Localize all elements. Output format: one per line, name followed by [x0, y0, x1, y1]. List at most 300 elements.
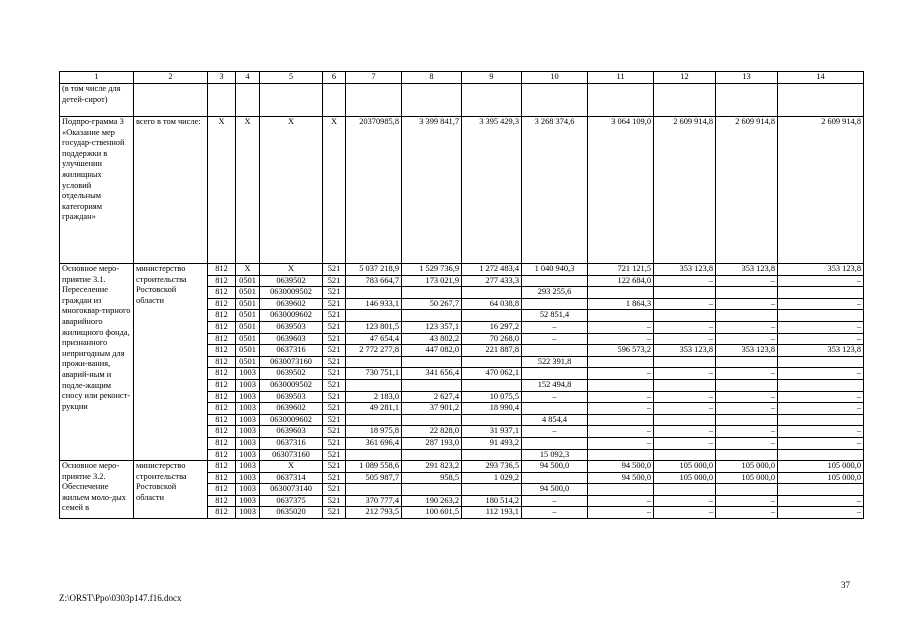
value-cell: [462, 379, 522, 391]
value-cell: 353 123,8: [778, 264, 864, 276]
value-cell: 2 772 277,8: [346, 345, 402, 357]
value-cell: [522, 298, 588, 310]
value-cell: [522, 472, 588, 484]
value-cell: Х: [323, 117, 346, 264]
value-cell: [346, 379, 402, 391]
value-cell: [716, 310, 778, 322]
value-cell: –: [778, 403, 864, 415]
value-cell: 3 268 374,6: [522, 117, 588, 264]
value-cell: 3 395 429,3: [462, 117, 522, 264]
value-cell: 1003: [236, 368, 260, 380]
value-cell: [208, 84, 236, 117]
value-cell: 0501: [236, 345, 260, 357]
value-cell: 0637314: [260, 472, 323, 484]
value-cell: 0501: [236, 356, 260, 368]
value-cell: –: [778, 333, 864, 345]
value-cell: 70 268,0: [462, 333, 522, 345]
value-cell: 521: [323, 391, 346, 403]
value-cell: 277 433,3: [462, 275, 522, 287]
value-cell: 596 573,2: [588, 345, 654, 357]
value-cell: –: [522, 426, 588, 438]
value-cell: 0637316: [260, 345, 323, 357]
value-cell: –: [716, 495, 778, 507]
value-cell: [346, 484, 402, 496]
value-cell: 1003: [236, 449, 260, 461]
value-cell: 0639602: [260, 298, 323, 310]
value-cell: 146 933,1: [346, 298, 402, 310]
value-cell: [588, 484, 654, 496]
value-cell: 812: [208, 356, 236, 368]
value-cell: [716, 484, 778, 496]
value-cell: 0637316: [260, 437, 323, 449]
value-cell: [654, 414, 716, 426]
value-cell: 18 975,8: [346, 426, 402, 438]
value-cell: Х: [260, 117, 323, 264]
value-cell: 370 777,4: [346, 495, 402, 507]
value-cell: 0639503: [260, 321, 323, 333]
value-cell: 180 514,2: [462, 495, 522, 507]
value-cell: 0630009602: [260, 310, 323, 322]
value-cell: 190 263,2: [402, 495, 462, 507]
value-cell: 447 082,0: [402, 345, 462, 357]
value-cell: [402, 84, 462, 117]
table-row: [60, 461, 864, 473]
value-cell: 812: [208, 426, 236, 438]
value-cell: 521: [323, 403, 346, 415]
column-number: 11: [588, 72, 654, 84]
value-cell: –: [716, 275, 778, 287]
value-cell: 91 493,2: [462, 437, 522, 449]
value-cell: [462, 449, 522, 461]
value-cell: –: [654, 391, 716, 403]
value-cell: –: [588, 437, 654, 449]
value-cell: –: [716, 321, 778, 333]
column-number: 2: [134, 72, 208, 84]
value-cell: [716, 84, 778, 117]
column-number: 1: [60, 72, 134, 84]
value-cell: –: [778, 275, 864, 287]
value-cell: 0501: [236, 298, 260, 310]
value-cell: [462, 414, 522, 426]
value-cell: –: [654, 298, 716, 310]
value-cell: 94 500,0: [588, 461, 654, 473]
value-cell: [588, 414, 654, 426]
value-cell: [778, 414, 864, 426]
value-cell: [778, 84, 864, 117]
value-cell: –: [778, 368, 864, 380]
value-cell: 812: [208, 391, 236, 403]
value-cell: Х: [236, 117, 260, 264]
value-cell: 812: [208, 321, 236, 333]
value-cell: 49 281,1: [346, 403, 402, 415]
column-number: 14: [778, 72, 864, 84]
value-cell: 470 062,1: [462, 368, 522, 380]
value-cell: 521: [323, 333, 346, 345]
value-cell: –: [654, 426, 716, 438]
value-cell: 521: [323, 449, 346, 461]
program-name-cell: (в том числе для детей-сирот): [60, 84, 134, 117]
value-cell: 1003: [236, 414, 260, 426]
value-cell: –: [716, 403, 778, 415]
value-cell: [402, 379, 462, 391]
value-cell: [654, 449, 716, 461]
value-cell: 521: [323, 321, 346, 333]
value-cell: 521: [323, 287, 346, 299]
value-cell: 812: [208, 437, 236, 449]
value-cell: 812: [208, 345, 236, 357]
value-cell: 0639603: [260, 426, 323, 438]
column-number: 6: [323, 72, 346, 84]
value-cell: [778, 449, 864, 461]
value-cell: 1003: [236, 426, 260, 438]
value-cell: [588, 449, 654, 461]
value-cell: 0630009502: [260, 379, 323, 391]
value-cell: –: [522, 333, 588, 345]
value-cell: [778, 484, 864, 496]
value-cell: 0630009502: [260, 287, 323, 299]
value-cell: –: [778, 391, 864, 403]
value-cell: –: [716, 391, 778, 403]
value-cell: 122 684,0: [588, 275, 654, 287]
value-cell: 0639503: [260, 391, 323, 403]
value-cell: 287 193,0: [402, 437, 462, 449]
value-cell: 94 500,0: [588, 472, 654, 484]
column-number: 8: [402, 72, 462, 84]
value-cell: 4 854,4: [522, 414, 588, 426]
value-cell: [522, 437, 588, 449]
value-cell: [588, 84, 654, 117]
value-cell: 1003: [236, 379, 260, 391]
value-cell: –: [716, 437, 778, 449]
value-cell: [654, 356, 716, 368]
value-cell: 812: [208, 414, 236, 426]
value-cell: 521: [323, 368, 346, 380]
value-cell: 1 029,2: [462, 472, 522, 484]
value-cell: [346, 287, 402, 299]
value-cell: 105 000,0: [716, 472, 778, 484]
value-cell: [654, 310, 716, 322]
value-cell: 22 828,0: [402, 426, 462, 438]
value-cell: 721 121,5: [588, 264, 654, 276]
executor-cell: министерство строительства Ростовской области: [134, 461, 208, 519]
value-cell: 521: [323, 495, 346, 507]
value-cell: 3 399 841,7: [402, 117, 462, 264]
value-cell: –: [778, 426, 864, 438]
value-cell: –: [654, 333, 716, 345]
value-cell: [402, 287, 462, 299]
value-cell: 0501: [236, 333, 260, 345]
value-cell: 10 075,5: [462, 391, 522, 403]
value-cell: 812: [208, 333, 236, 345]
value-cell: 1 864,3: [588, 298, 654, 310]
value-cell: [778, 287, 864, 299]
value-cell: [522, 403, 588, 415]
value-cell: 812: [208, 275, 236, 287]
value-cell: 505 987,7: [346, 472, 402, 484]
value-cell: –: [588, 507, 654, 519]
page-number: 37: [841, 580, 850, 590]
value-cell: 31 937,1: [462, 426, 522, 438]
value-cell: –: [778, 321, 864, 333]
value-cell: –: [778, 298, 864, 310]
value-cell: 16 297,2: [462, 321, 522, 333]
value-cell: [654, 287, 716, 299]
value-cell: 0637375: [260, 495, 323, 507]
value-cell: –: [588, 368, 654, 380]
value-cell: Х: [260, 461, 323, 473]
value-cell: –: [716, 298, 778, 310]
value-cell: 0630009602: [260, 414, 323, 426]
value-cell: 20370985,8: [346, 117, 402, 264]
value-cell: 521: [323, 310, 346, 322]
value-cell: 0635020: [260, 507, 323, 519]
value-cell: 353 123,8: [716, 264, 778, 276]
value-cell: [654, 379, 716, 391]
value-cell: 94 500,0: [522, 461, 588, 473]
value-cell: 221 887,8: [462, 345, 522, 357]
value-cell: –: [716, 507, 778, 519]
value-cell: –: [654, 321, 716, 333]
value-cell: [346, 449, 402, 461]
value-cell: 353 123,8: [716, 345, 778, 357]
value-cell: 2 627,4: [402, 391, 462, 403]
value-cell: 3 064 109,0: [588, 117, 654, 264]
value-cell: [462, 84, 522, 117]
value-cell: 812: [208, 287, 236, 299]
value-cell: 173 021,9: [402, 275, 462, 287]
executor-cell: [134, 84, 208, 117]
value-cell: –: [588, 321, 654, 333]
value-cell: 521: [323, 414, 346, 426]
value-cell: 0639502: [260, 368, 323, 380]
value-cell: –: [522, 495, 588, 507]
value-cell: 2 609 914,8: [654, 117, 716, 264]
value-cell: [716, 379, 778, 391]
value-cell: [522, 84, 588, 117]
value-cell: [716, 287, 778, 299]
value-cell: 105 000,0: [716, 461, 778, 473]
value-cell: [522, 275, 588, 287]
value-cell: [402, 414, 462, 426]
column-number: 10: [522, 72, 588, 84]
value-cell: 812: [208, 495, 236, 507]
value-cell: –: [588, 495, 654, 507]
value-cell: [402, 356, 462, 368]
value-cell: 521: [323, 356, 346, 368]
value-cell: 0501: [236, 287, 260, 299]
value-cell: 123 801,5: [346, 321, 402, 333]
value-cell: 1003: [236, 495, 260, 507]
value-cell: 812: [208, 379, 236, 391]
value-cell: 0630073140: [260, 484, 323, 496]
value-cell: [522, 345, 588, 357]
value-cell: 0501: [236, 310, 260, 322]
column-number: 7: [346, 72, 402, 84]
value-cell: [346, 84, 402, 117]
value-cell: 521: [323, 461, 346, 473]
value-cell: [778, 356, 864, 368]
value-cell: 123 357,1: [402, 321, 462, 333]
value-cell: 812: [208, 310, 236, 322]
value-cell: 64 038,8: [462, 298, 522, 310]
value-cell: [323, 84, 346, 117]
value-cell: [402, 484, 462, 496]
value-cell: –: [522, 321, 588, 333]
value-cell: [462, 310, 522, 322]
value-cell: –: [716, 333, 778, 345]
value-cell: 812: [208, 449, 236, 461]
column-number: 13: [716, 72, 778, 84]
value-cell: [588, 379, 654, 391]
value-cell: 1 040 940,3: [522, 264, 588, 276]
value-cell: [346, 356, 402, 368]
value-cell: 293 736,5: [462, 461, 522, 473]
value-cell: [588, 310, 654, 322]
value-cell: 15 092,3: [522, 449, 588, 461]
value-cell: 0639603: [260, 333, 323, 345]
value-cell: 52 851,4: [522, 310, 588, 322]
value-cell: 1003: [236, 472, 260, 484]
value-cell: 521: [323, 345, 346, 357]
value-cell: 353 123,8: [654, 264, 716, 276]
executor-cell: министерство строительства Ростовской области: [134, 264, 208, 461]
value-cell: [588, 287, 654, 299]
value-cell: 2 609 914,8: [778, 117, 864, 264]
value-cell: 0501: [236, 275, 260, 287]
value-cell: 1003: [236, 391, 260, 403]
value-cell: [778, 310, 864, 322]
value-cell: 47 654,4: [346, 333, 402, 345]
value-cell: 521: [323, 275, 346, 287]
value-cell: 783 664,7: [346, 275, 402, 287]
value-cell: 521: [323, 426, 346, 438]
value-cell: –: [778, 495, 864, 507]
value-cell: 521: [323, 298, 346, 310]
value-cell: –: [654, 275, 716, 287]
value-cell: 521: [323, 507, 346, 519]
value-cell: [716, 356, 778, 368]
value-cell: 521: [323, 379, 346, 391]
measure-name-cell: Основное меро-приятие 3.2. Обеспечение жильем моло-дых семей в: [60, 461, 134, 519]
value-cell: –: [654, 495, 716, 507]
value-cell: –: [716, 426, 778, 438]
value-cell: –: [588, 403, 654, 415]
value-cell: 100 601,5: [402, 507, 462, 519]
value-cell: 1003: [236, 507, 260, 519]
program-name-cell: Подпро-грамма 3 «Оказание мер государ-ственной поддержки в улучшении жилищных условий отдельным категориям граждан»: [60, 117, 134, 264]
executor-cell: всего в том числе:: [134, 117, 208, 264]
value-cell: [588, 356, 654, 368]
column-number: 9: [462, 72, 522, 84]
value-cell: 18 990,4: [462, 403, 522, 415]
value-cell: 521: [323, 472, 346, 484]
value-cell: Х: [236, 264, 260, 276]
value-cell: 5 037 218,9: [346, 264, 402, 276]
value-cell: –: [588, 333, 654, 345]
value-cell: 0501: [236, 321, 260, 333]
value-cell: 1 529 736,9: [402, 264, 462, 276]
value-cell: [654, 484, 716, 496]
value-cell: [236, 84, 260, 117]
value-cell: 812: [208, 507, 236, 519]
value-cell: 522 391,8: [522, 356, 588, 368]
budget-table: [59, 71, 864, 519]
value-cell: –: [654, 507, 716, 519]
value-cell: [778, 379, 864, 391]
value-cell: [346, 414, 402, 426]
value-cell: 812: [208, 403, 236, 415]
value-cell: 105 000,0: [778, 472, 864, 484]
value-cell: 812: [208, 368, 236, 380]
value-cell: [716, 449, 778, 461]
value-cell: 105 000,0: [654, 461, 716, 473]
value-cell: [654, 84, 716, 117]
value-cell: 94 500,0: [522, 484, 588, 496]
table-row: [60, 117, 864, 264]
value-cell: –: [654, 403, 716, 415]
value-cell: –: [716, 368, 778, 380]
table-row: [60, 264, 864, 276]
value-cell: 341 656,4: [402, 368, 462, 380]
value-cell: 812: [208, 484, 236, 496]
value-cell: 812: [208, 472, 236, 484]
value-cell: 063073160: [260, 449, 323, 461]
measure-name-cell: Основное меро-приятие 3.1. Переселение граждан из многоквар-тирного аварийного жилищного фонда, признанного непригодным для прожи-вания, аварий-ным и подле-жащим сносу или реконст-рукции: [60, 264, 134, 461]
value-cell: 37 901,2: [402, 403, 462, 415]
value-cell: 43 802,2: [402, 333, 462, 345]
table-row: [60, 84, 864, 117]
file-path: Z:\ORST\Ppo\0303p147.f16.docx: [59, 593, 182, 603]
column-number: 12: [654, 72, 716, 84]
value-cell: 353 123,8: [778, 345, 864, 357]
value-cell: Х: [260, 264, 323, 276]
value-cell: 353 123,8: [654, 345, 716, 357]
column-number: 5: [260, 72, 323, 84]
value-cell: 1 272 483,4: [462, 264, 522, 276]
value-cell: 812: [208, 298, 236, 310]
value-cell: [402, 449, 462, 461]
value-cell: [402, 310, 462, 322]
value-cell: –: [778, 507, 864, 519]
value-cell: 0639502: [260, 275, 323, 287]
value-cell: 0630073160: [260, 356, 323, 368]
value-cell: [346, 310, 402, 322]
value-cell: 212 793,5: [346, 507, 402, 519]
value-cell: 105 000,0: [654, 472, 716, 484]
value-cell: 1003: [236, 461, 260, 473]
value-cell: –: [778, 437, 864, 449]
value-cell: 521: [323, 264, 346, 276]
header-row: [60, 72, 864, 84]
value-cell: 291 823,2: [402, 461, 462, 473]
value-cell: 521: [323, 484, 346, 496]
value-cell: [462, 484, 522, 496]
column-number: 4: [236, 72, 260, 84]
value-cell: 2 609 914,8: [716, 117, 778, 264]
value-cell: 1003: [236, 484, 260, 496]
value-cell: –: [522, 391, 588, 403]
value-cell: –: [522, 507, 588, 519]
value-cell: –: [654, 437, 716, 449]
value-cell: –: [588, 426, 654, 438]
value-cell: –: [588, 391, 654, 403]
value-cell: 1 089 558,6: [346, 461, 402, 473]
value-cell: 1003: [236, 437, 260, 449]
value-cell: 812: [208, 264, 236, 276]
value-cell: 2 183,0: [346, 391, 402, 403]
value-cell: 730 751,1: [346, 368, 402, 380]
value-cell: [462, 356, 522, 368]
